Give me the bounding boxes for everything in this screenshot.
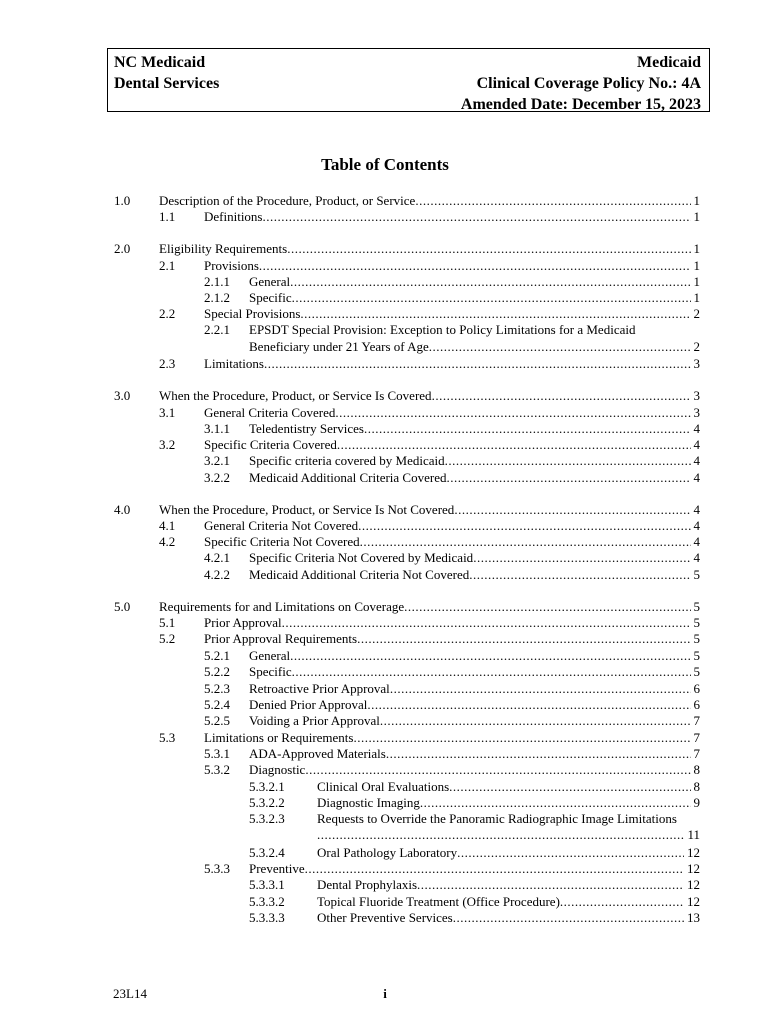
toc-section-number: 5.0 — [114, 599, 131, 614]
toc-page-number: 8 — [693, 762, 700, 777]
toc-section-number: 5.3 — [159, 730, 176, 745]
toc-entry-title: Clinical Oral Evaluations — [317, 779, 450, 794]
toc-entry-title: Oral Pathology Laboratory — [317, 845, 458, 860]
toc-entry — [317, 779, 700, 795]
toc-section-number: 5.2.5 — [204, 713, 230, 728]
toc-page-number: 1 — [693, 258, 700, 273]
toc-entry-title: Description of the Procedure, Product, or Service — [159, 193, 416, 208]
toc-section-number: 2.1 — [159, 258, 176, 273]
toc-dot-leader — [357, 631, 690, 647]
toc-dot-leader — [446, 470, 690, 486]
toc-page-number: 5 — [693, 599, 700, 614]
toc-entry-title: General — [249, 648, 291, 663]
toc-dot-leader — [364, 421, 691, 437]
toc-entry-title: Medicaid Additional Criteria Not Covered — [249, 567, 470, 582]
toc-section-number: 2.0 — [114, 241, 131, 256]
toc-page-number: 3 — [693, 356, 700, 371]
toc-page-number: 5 — [693, 615, 700, 630]
toc-row[interactable] — [0, 861, 770, 877]
toc-entry-title: Teledentistry Services — [249, 421, 364, 436]
header-service: Dental Services — [114, 75, 220, 92]
toc-section-number: 5.3.3 — [204, 861, 230, 876]
header-amended-date: Amended Date: December 15, 2023 — [460, 96, 701, 113]
toc-section-number: 3.1.1 — [204, 421, 230, 436]
toc-entry — [159, 388, 700, 404]
toc-entry — [249, 746, 700, 762]
toc-row[interactable] — [0, 713, 770, 729]
toc-row[interactable] — [0, 567, 770, 583]
toc-row[interactable] — [0, 421, 770, 437]
toc-entry-title: Specific Criteria Not Covered — [204, 534, 360, 549]
toc-dot-leader — [282, 615, 691, 631]
toc-page-number: 4 — [693, 550, 700, 565]
toc-row[interactable] — [0, 599, 770, 615]
toc-row[interactable] — [0, 356, 770, 372]
toc-entry — [249, 453, 700, 469]
toc-dot-leader — [353, 730, 690, 746]
toc-row[interactable] — [0, 502, 770, 518]
toc-page-number: 1 — [693, 209, 700, 224]
toc-row[interactable] — [0, 388, 770, 404]
toc-entry-title: Eligibility Requirements — [159, 241, 288, 256]
toc-dot-leader — [445, 453, 691, 469]
header-policy-number: Clinical Coverage Policy No.: 4A — [476, 75, 701, 92]
toc-row[interactable] — [0, 877, 770, 893]
toc-entry-title: Other Preventive Services — [317, 910, 453, 925]
toc-entry-title: Preventive — [249, 861, 305, 876]
toc-dot-leader — [292, 290, 691, 306]
toc-row[interactable] — [0, 193, 770, 209]
footer-code: 23L14 — [113, 986, 147, 1001]
toc-entry-title: ADA-Approved Materials — [249, 746, 386, 761]
toc-section-number: 4.1 — [159, 518, 176, 533]
toc-row[interactable] — [0, 811, 770, 827]
toc-row[interactable] — [0, 845, 770, 861]
toc-row[interactable] — [0, 534, 770, 550]
toc-row[interactable] — [0, 894, 770, 910]
toc-dot-leader — [367, 697, 690, 713]
toc-section-number: 5.1 — [159, 615, 176, 630]
toc-dot-leader — [404, 599, 690, 615]
toc-section-number: 5.3.1 — [204, 746, 230, 761]
toc-dot-leader — [305, 861, 684, 877]
toc-entry — [249, 567, 700, 583]
toc-entry — [204, 437, 700, 453]
toc-dot-leader — [415, 193, 690, 209]
toc-section-number: 2.1.2 — [204, 290, 230, 305]
toc-dot-leader — [417, 877, 684, 893]
toc-row[interactable] — [0, 697, 770, 713]
toc-dot-leader — [560, 894, 684, 910]
toc-page-number: 5 — [693, 631, 700, 646]
toc-section-number: 5.3.3.2 — [249, 894, 285, 909]
toc-page-number: 1 — [693, 290, 700, 305]
toc-entry-title: Specific — [249, 290, 292, 305]
toc-entry — [249, 550, 700, 566]
toc-section-number: 2.2 — [159, 306, 176, 321]
toc-dot-leader — [263, 209, 691, 225]
toc-page-number: 2 — [693, 306, 700, 321]
toc-entry — [204, 631, 700, 647]
toc-entry — [249, 290, 700, 306]
toc-section-number: 2.1.1 — [204, 274, 230, 289]
toc-row[interactable] — [0, 518, 770, 534]
toc-row[interactable] — [0, 910, 770, 926]
toc-entry-title: Specific — [249, 664, 292, 679]
toc-section-number: 5.2.3 — [204, 681, 230, 696]
toc-page-number: 6 — [693, 681, 700, 696]
toc-entry-title: Retroactive Prior Approval — [249, 681, 390, 696]
toc-entry — [249, 274, 700, 290]
toc-entry-title: Prior Approval Requirements — [204, 631, 358, 646]
toc-dot-leader — [380, 713, 691, 729]
toc-dot-leader — [335, 405, 690, 421]
toc-page-number: 12 — [687, 877, 700, 892]
toc-row[interactable] — [0, 453, 770, 469]
toc-entry — [204, 306, 700, 322]
toc-entry — [249, 339, 700, 355]
toc-row[interactable] — [0, 470, 770, 486]
toc-entry-title: Limitations or Requirements — [204, 730, 354, 745]
toc-section-number: 2.2.1 — [204, 322, 230, 337]
toc-page-number: 7 — [693, 730, 700, 745]
toc-dot-leader — [358, 518, 690, 534]
toc-dot-leader — [420, 795, 691, 811]
toc-entry — [159, 241, 700, 257]
toc-row[interactable] — [0, 437, 770, 453]
toc-entry — [249, 713, 700, 729]
toc-entry-title: Special Provisions — [204, 306, 301, 321]
toc-page-number: 12 — [687, 894, 700, 909]
toc-row[interactable] — [0, 258, 770, 274]
toc-entry — [249, 470, 700, 486]
toc-entry-title: Specific Criteria Not Covered by Medicaid — [249, 550, 474, 565]
toc-section-number: 5.3.3.3 — [249, 910, 285, 925]
toc-entry-title: When the Procedure, Product, or Service Is Not Covered — [159, 502, 455, 517]
toc-entry-title: General — [249, 274, 291, 289]
toc-entry — [204, 730, 700, 746]
toc-section-number: 3.2 — [159, 437, 176, 452]
toc-page-number: 12 — [687, 861, 700, 876]
toc-section-number: 4.0 — [114, 502, 131, 517]
toc-page-number: 4 — [693, 437, 700, 452]
header-program: NC Medicaid — [114, 54, 206, 71]
toc-page-number: 4 — [693, 470, 700, 485]
toc-section-number: 1.1 — [159, 209, 176, 224]
toc-dot-leader — [305, 762, 690, 778]
toc-page-number: 5 — [693, 648, 700, 663]
toc-page-number: 9 — [693, 795, 700, 810]
toc-entry — [204, 615, 700, 631]
toc-page-number: 1 — [693, 193, 700, 208]
toc-entry — [249, 681, 700, 697]
toc-entry — [317, 811, 700, 827]
toc-entry — [204, 405, 700, 421]
toc-section-number: 4.2.2 — [204, 567, 230, 582]
toc-section-number: 4.2 — [159, 534, 176, 549]
toc-dot-leader — [390, 681, 691, 697]
toc-dot-leader — [300, 306, 690, 322]
toc-entry-title: Diagnostic Imaging — [317, 795, 420, 810]
toc-section-number: 3.2.1 — [204, 453, 230, 468]
toc-section-number: 3.2.2 — [204, 470, 230, 485]
toc-dot-leader — [449, 779, 690, 795]
toc-section-number: 2.3 — [159, 356, 176, 371]
toc-page-number: 6 — [693, 697, 700, 712]
toc-row[interactable] — [0, 827, 770, 843]
toc-section-number: 5.3.2.3 — [249, 811, 285, 826]
toc-section-number: 3.0 — [114, 388, 131, 403]
toc-page-number: 13 — [687, 910, 700, 925]
toc-row[interactable] — [0, 730, 770, 746]
toc-entry-title: Diagnostic — [249, 762, 306, 777]
toc-dot-leader — [386, 746, 691, 762]
toc-entry-title: Specific criteria covered by Medicaid — [249, 453, 445, 468]
toc-row[interactable] — [0, 322, 770, 338]
toc-row[interactable] — [0, 306, 770, 322]
toc-dot-leader — [292, 664, 691, 680]
toc-section-number: 5.3.3.1 — [249, 877, 285, 892]
toc-row[interactable] — [0, 290, 770, 306]
toc-entry — [249, 322, 700, 338]
toc-section-number: 4.2.1 — [204, 550, 230, 565]
toc-page-number: 5 — [693, 664, 700, 679]
toc-entry-title: Dental Prophylaxis — [317, 877, 418, 892]
toc-entry-title: Definitions — [204, 209, 263, 224]
toc-page-number: 4 — [693, 518, 700, 533]
toc-page-number: 4 — [693, 502, 700, 517]
toc-entry-title: Requests to Override the Panoramic Radiographic Image Limitations — [317, 811, 677, 826]
toc-entry-title: Topical Fluoride Treatment (Office Procedure) — [317, 894, 560, 909]
toc-entry — [317, 845, 700, 861]
toc-row[interactable] — [0, 615, 770, 631]
toc-entry — [249, 648, 700, 664]
toc-entry-title: Beneficiary under 21 Years of Age — [249, 339, 429, 354]
toc-dot-leader — [432, 388, 691, 404]
toc-row[interactable] — [0, 762, 770, 778]
toc-dot-leader — [290, 274, 690, 290]
toc-entry — [249, 861, 700, 877]
toc-row[interactable] — [0, 746, 770, 762]
toc-row[interactable] — [0, 405, 770, 421]
toc-entry-title: When the Procedure, Product, or Service Is Covered — [159, 388, 432, 403]
page-title: Table of Contents — [321, 155, 449, 174]
toc-entry-title: Specific Criteria Covered — [204, 437, 337, 452]
toc-row[interactable] — [0, 779, 770, 795]
toc-entry-title: Requirements for and Limitations on Coverage — [159, 599, 405, 614]
toc-entry-title: Prior Approval — [204, 615, 282, 630]
toc-section-number: 5.3.2.2 — [249, 795, 285, 810]
footer-page-number: i — [383, 986, 387, 1001]
toc-entry — [317, 910, 700, 926]
toc-row[interactable] — [0, 681, 770, 697]
toc-dot-leader — [287, 241, 690, 257]
toc-row[interactable] — [0, 339, 770, 355]
toc-entry-title: General Criteria Covered — [204, 405, 336, 420]
toc-dot-leader — [337, 437, 691, 453]
toc-entry — [317, 894, 700, 910]
toc-entry — [204, 356, 700, 372]
toc-entry-title: Voiding a Prior Approval — [249, 713, 380, 728]
toc-section-number: 3.1 — [159, 405, 176, 420]
toc-page-number: 7 — [693, 746, 700, 761]
toc-entry-title: General Criteria Not Covered — [204, 518, 359, 533]
toc-section-number: 5.2.1 — [204, 648, 230, 663]
toc-entry — [204, 518, 700, 534]
toc-entry — [317, 795, 700, 811]
toc-page-number: 7 — [693, 713, 700, 728]
toc-entry-title: Limitations — [204, 356, 264, 371]
toc-section-number: 5.2.2 — [204, 664, 230, 679]
toc-entry-title: Denied Prior Approval — [249, 697, 368, 712]
toc-section-number: 5.3.2.4 — [249, 845, 285, 860]
toc-row[interactable] — [0, 241, 770, 257]
toc-dot-leader — [360, 534, 691, 550]
toc-section-number: 1.0 — [114, 193, 131, 208]
toc-entry — [204, 209, 700, 225]
toc-entry — [317, 877, 700, 893]
toc-page-number: 4 — [693, 421, 700, 436]
toc-page-number: 4 — [693, 453, 700, 468]
toc-dot-leader — [453, 910, 684, 926]
toc-page-number: 5 — [693, 567, 700, 582]
toc-dot-leader — [457, 845, 684, 861]
toc-entry — [317, 827, 700, 843]
toc-row[interactable] — [0, 274, 770, 290]
toc-dot-leader — [454, 502, 690, 518]
toc-row[interactable] — [0, 648, 770, 664]
toc-page-number: 11 — [687, 827, 700, 842]
toc-dot-leader — [259, 258, 691, 274]
toc-dot-leader — [469, 567, 690, 583]
toc-section-number: 5.3.2 — [204, 762, 230, 777]
toc-entry — [249, 664, 700, 680]
toc-row[interactable] — [0, 664, 770, 680]
toc-dot-leader — [317, 827, 684, 843]
toc-entry — [249, 762, 700, 778]
header-medicaid: Medicaid — [637, 54, 701, 71]
toc-page-number: 1 — [693, 274, 700, 289]
toc-page-number: 8 — [693, 779, 700, 794]
toc-entry — [159, 502, 700, 518]
toc-entry — [159, 599, 700, 615]
toc-entry-title: EPSDT Special Provision: Exception to Policy Limitations for a Medicaid — [249, 322, 636, 337]
toc-page-number: 4 — [693, 534, 700, 549]
toc-page-number: 2 — [693, 339, 700, 354]
toc-dot-leader — [264, 356, 691, 372]
toc-row[interactable] — [0, 550, 770, 566]
toc-section-number: 5.2 — [159, 631, 176, 646]
toc-page-number: 3 — [693, 388, 700, 403]
toc-entry-title: Medicaid Additional Criteria Covered — [249, 470, 447, 485]
toc-row[interactable] — [0, 795, 770, 811]
toc-entry — [204, 258, 700, 274]
toc-page-number: 3 — [693, 405, 700, 420]
toc-entry — [204, 534, 700, 550]
toc-section-number: 5.2.4 — [204, 697, 230, 712]
toc-dot-leader — [429, 339, 691, 355]
toc-row[interactable] — [0, 631, 770, 647]
toc-entry — [159, 193, 700, 209]
toc-entry — [249, 421, 700, 437]
toc-page-number: 12 — [687, 845, 700, 860]
toc-row[interactable] — [0, 209, 770, 225]
toc-dot-leader — [290, 648, 690, 664]
toc-section-number: 5.3.2.1 — [249, 779, 285, 794]
toc-dot-leader — [473, 550, 690, 566]
toc-page-number: 1 — [693, 241, 700, 256]
toc-entry — [249, 697, 700, 713]
toc-entry-title: Provisions — [204, 258, 259, 273]
